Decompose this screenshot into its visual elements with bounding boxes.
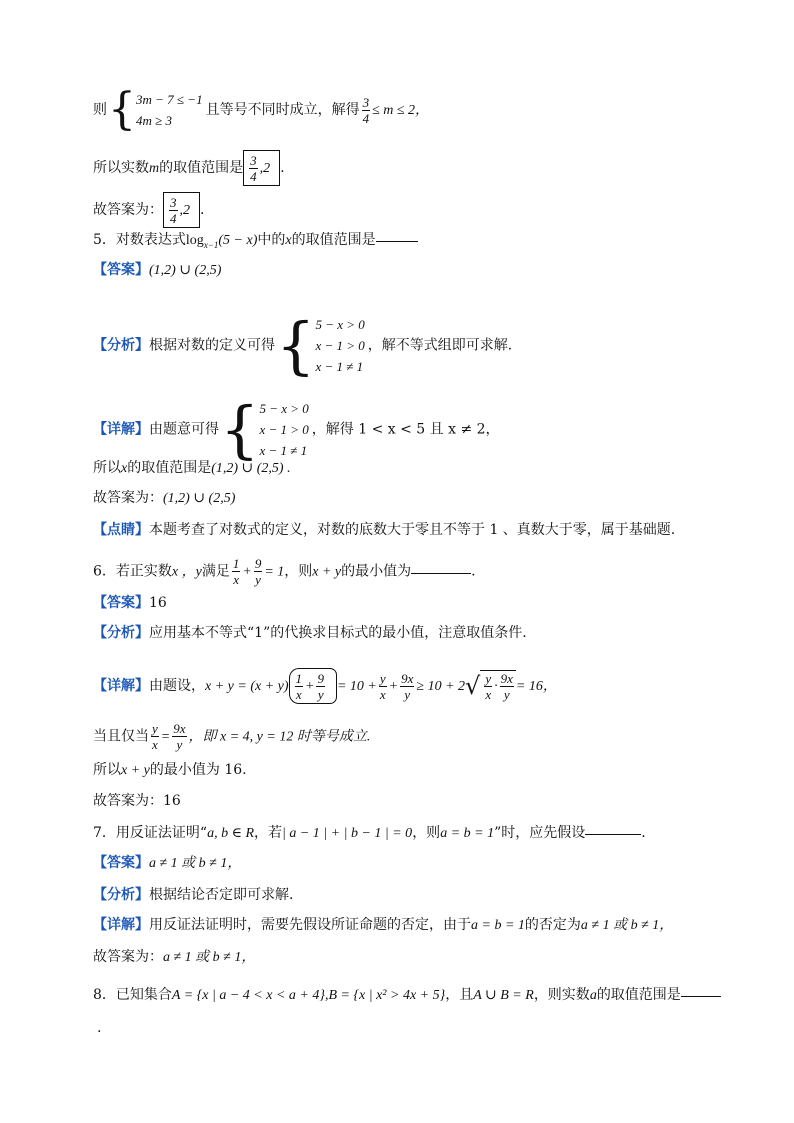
- q4-fraction: $\frac{3}{4}$: [362, 94, 370, 126]
- q6-detail: 【详解】由题设，x + y = (x + y) $\frac{1}{x}$ + $\frac{9}{y}$ = 10 + $\frac{y}{x}$ + $\frac{9x}{y}$ ≥ 10 + 2 √ $\frac{y}{x}$ · $\frac{9x}{y}$ = 16，: [93, 668, 557, 704]
- q7-final: 故答案为：a ≠ 1 或 b ≠ 1，: [93, 949, 256, 965]
- q5-analysis: 【分析】根据对数的定义可得 { 5 − x > 0 x − 1 > 0 x − 1 ≠ 1 ，解不等式组即可求解.: [93, 308, 513, 382]
- q6-result: 所以x + y的最小值为 16.: [93, 762, 247, 778]
- q5-analysis-system: { 5 − x > 0 x − 1 > 0 x − 1 ≠ 1: [276, 308, 365, 382]
- q7-question: 7．用反证法证明“a, b ∈ R，若| a − 1 | + | b − 1 | = 0，则a = b = 1”时，应先假设 .: [93, 825, 646, 841]
- q6-question: 6．若正实数x ，y满足 $\frac{1}{x}$ + $\frac{9}{y}$ = 1，则x + y的最小值为 .: [93, 556, 476, 587]
- q7-detail: 【详解】用反证法证明时，需要先假设所证命题的否定，由于a = b = 1的否定为a ≠ 1 或 b ≠ 1，: [93, 917, 674, 933]
- q4-line-1: 则 { 3m − 7 ≤ −1 4m ≥ 3 且等号不同时成立，解得 $\frac{3}{4}$ ≤ m ≤ 2，: [93, 84, 430, 135]
- q8-question: 8．已知集合A = {x | a − 4 < x < a + 4},B = {x | x² > 4x + 5}，且A ∪ B = R，则实数a的取值范围是: [93, 985, 721, 1006]
- q6-sqrt: √ $\frac{y}{x}$ · $\frac{9x}{y}$: [465, 670, 516, 702]
- q5-detail: 【详解】由题意可得 { 5 − x > 0 x − 1 > 0 x − 1 ≠ 1 ，解得 1 < x < 5 且 x ≠ 2，: [93, 392, 500, 466]
- q4-inequality-system: { 3m − 7 ≤ −1 4m ≥ 3: [108, 84, 203, 135]
- q5-answer: 【答案】(1,2) ∪ (2,5): [93, 262, 222, 278]
- q5-final: 故答案为：(1,2) ∪ (2,5): [93, 490, 236, 506]
- q5-result: 所以x的取值范围是(1,2) ∪ (2,5) .: [93, 460, 291, 476]
- q5-answer-blank: [376, 240, 418, 242]
- q7-analysis: 【分析】根据结论否定即可求解.: [93, 887, 294, 903]
- q4-line-2: 所以实数m的取值范围是 $\frac{3}{4}$ ,2 .: [93, 150, 285, 186]
- q7-answer-blank: [585, 833, 641, 835]
- q6-answer: 【答案】16: [93, 595, 167, 611]
- q8-answer-blank: [681, 995, 721, 997]
- q6-final: 故答案为：16: [93, 793, 181, 809]
- q6-analysis: 【分析】应用基本不等式“1”的代换求目标式的最小值，注意取值条件.: [93, 625, 527, 641]
- q6-equality: 当且仅当 $\frac{y}{x}$ = $\frac{9x}{y}$ ，即 x = 4, y = 12 时等号成立.: [93, 721, 371, 752]
- q8-trailing-dot: .: [97, 1020, 102, 1036]
- q5-comment: 【点睛】本题考查了对数式的定义，对数的底数大于零且不等于 1 、真数大于零，属于基础题.: [93, 522, 676, 538]
- q5-detail-system: { 5 − x > 0 x − 1 > 0 x − 1 ≠ 1: [220, 392, 309, 466]
- q7-answer: 【答案】a ≠ 1 或 b ≠ 1，: [93, 855, 242, 871]
- q5-question: 5．对数表达式$\log_{x-1}(5 - x)$中的x的取值范围是: [93, 230, 418, 255]
- q4-line-3: 故答案为： $\frac{3}{4}$ ,2 .: [93, 192, 204, 228]
- q6-answer-blank: [411, 572, 471, 574]
